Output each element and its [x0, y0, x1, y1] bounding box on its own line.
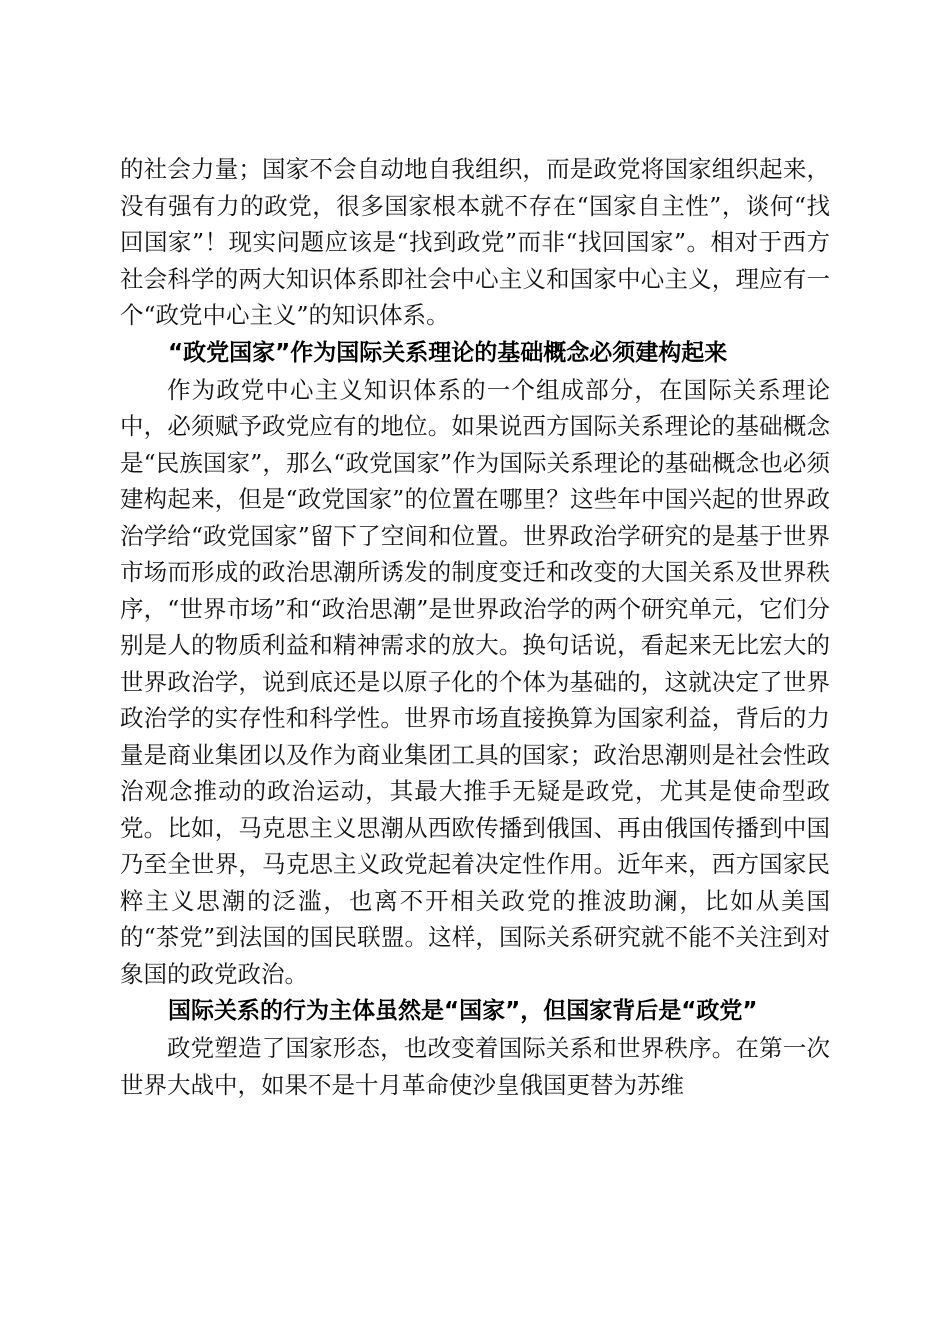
body-paragraph: 作为政党中心主义知识体系的一个组成部分，在国际关系理论中，必须赋予政党应有的地位。如果说西方国际关系理论的基础概念是“民族国家”，那么“政党国家”作为国际关系理论的基础概念也必须建构起来，但是“政党国家”的位置在哪里？这些年中国兴起的世界政治学给“政党国家”留下了空间和位置。世界政治学研究的是基于世界市场而形成的政治思潮所诱发的制度变迁和改变的大国关系及世界秩序，“世界市场”和“政治思潮”是世界政治学的两个研究单元，它们分别是人的物质利益和精神需求的放大。换句话说，看起来无比宏大的世界政治学，说到底还是以原子化的个体为基础的，这就决定了世界政治学的实存性和科学性。世界市场直接换算为国家利益，背后的力量是商业集团以及作为商业集团工具的国家；政治思潮则是社会性政治观念推动的政治运动，其最大推手无疑是政党，尤其是使命型政党。比如，马克思主义思潮从西欧传播到俄国、再由俄国传播到中国乃至全世界，马克思主义政党起着决定性作用。近年来，西方国家民粹主义思潮的泛滥，也离不开相关政党的推波助澜，比如从美国的“茶党”到法国的国民联盟。这样，国际关系研究就不能不关注到对象国的政党政治。 — [120, 375, 830, 988]
body-paragraph: 的社会力量；国家不会自动地自我组织，而是政党将国家组织起来，没有强有力的政党，很多国家根本就不存在“国家自主性”，谈何“找回国家”！现实问题应该是“找到政党”而非“找回国家”。相对于西方社会科学的两大知识体系即社会中心主义和国家中心主义，理应有一个“政党中心主义”的知识体系。 — [120, 155, 830, 329]
section-heading: “政党国家”作为国际关系理论的基础概念必须建构起来 — [168, 339, 728, 366]
body-paragraph: 政党塑造了国家形态，也改变着国际关系和世界秩序。在第一次世界大战中，如果不是十月革命使沙皇俄国更替为苏维 — [120, 1034, 830, 1099]
section-heading: 国际关系的行为主体虽然是“国家”，但国家背后是“政党” — [168, 998, 758, 1024]
document-page — [120, 151, 830, 1103]
